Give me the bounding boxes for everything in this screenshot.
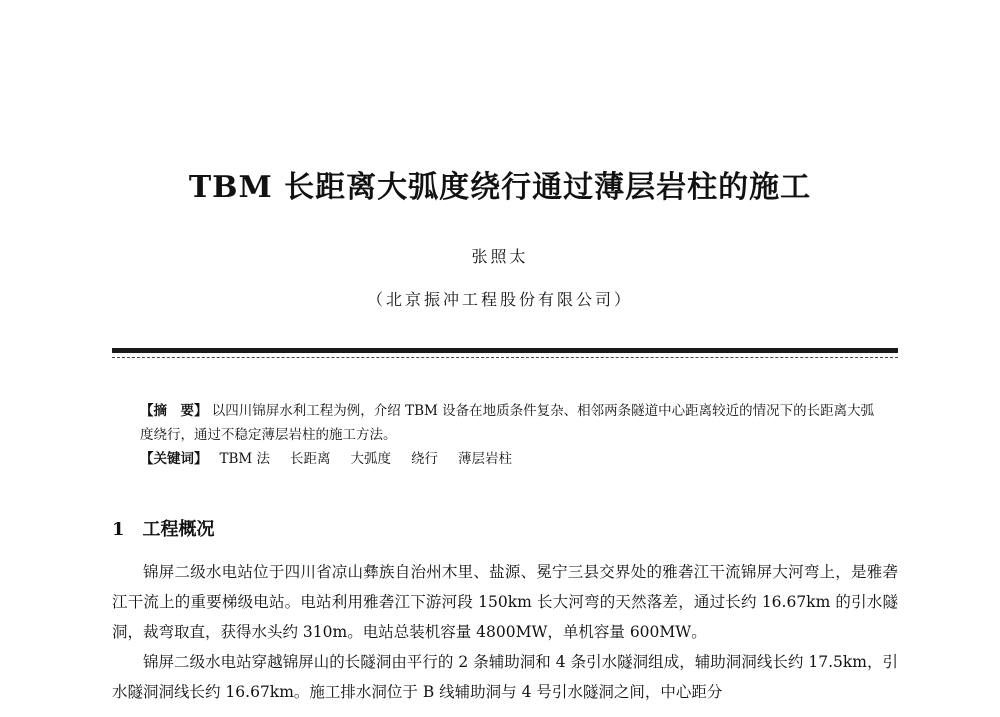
keywords-label: 【关键词】 <box>140 451 208 467</box>
body-text <box>112 557 898 707</box>
author-name: 张照太 <box>471 247 529 266</box>
section-number: 1 <box>112 519 125 540</box>
keyword: TBM 法 <box>219 451 271 467</box>
body-paragraph: 锦屏二级水电站穿越锦屏山的长隧洞由平行的 2 条辅助洞和 4 条引水隧洞组成，辅助洞洞线长约 17.5km，引水隧洞洞线长约 16.67km。施工排水洞位于 B 线辅助洞与 4 号引水隧洞之间，中心距分 <box>112 653 898 701</box>
header-divider-thin <box>112 357 898 359</box>
keyword: 大弧度 <box>350 451 392 467</box>
abstract-paragraph <box>140 399 880 447</box>
body-paragraph: 锦屏二级水电站位于四川省凉山彝族自治州木里、盐源、冕宁三县交界处的雅砻江干流锦屏大河弯上，是雅砻江干流上的重要梯级电站。电站利用雅砻江下游河段 150km 长大河弯的天然落差，通过长约 16.67km 的引水隧洞，裁弯取直，获得水头约 310m。电站总装机容量 4800MW，单机容量 600MW。 <box>112 563 898 641</box>
keyword: 绕行 <box>411 451 439 467</box>
header-divider-thick <box>112 348 898 353</box>
abstract-text: 以四川锦屏水利工程为例，介绍 TBM 设备在地质条件复杂、相邻两条隧道中心距离较近的情况下的长距离大弧度绕行，通过不稳定薄层岩柱的施工方法。 <box>140 403 875 443</box>
keyword: 薄层岩柱 <box>458 451 513 467</box>
section-heading <box>112 515 215 541</box>
section-title: 工程概况 <box>142 519 215 540</box>
paper-title: TBM 长距离大弧度绕行通过薄层岩柱的施工 <box>188 170 812 205</box>
keyword: 长距离 <box>290 451 331 467</box>
keywords-line <box>140 447 880 471</box>
abstract-label: 【摘 要】 <box>140 403 208 419</box>
author-affiliation: （北京振冲工程股份有限公司） <box>366 290 633 309</box>
abstract-block <box>140 399 880 471</box>
